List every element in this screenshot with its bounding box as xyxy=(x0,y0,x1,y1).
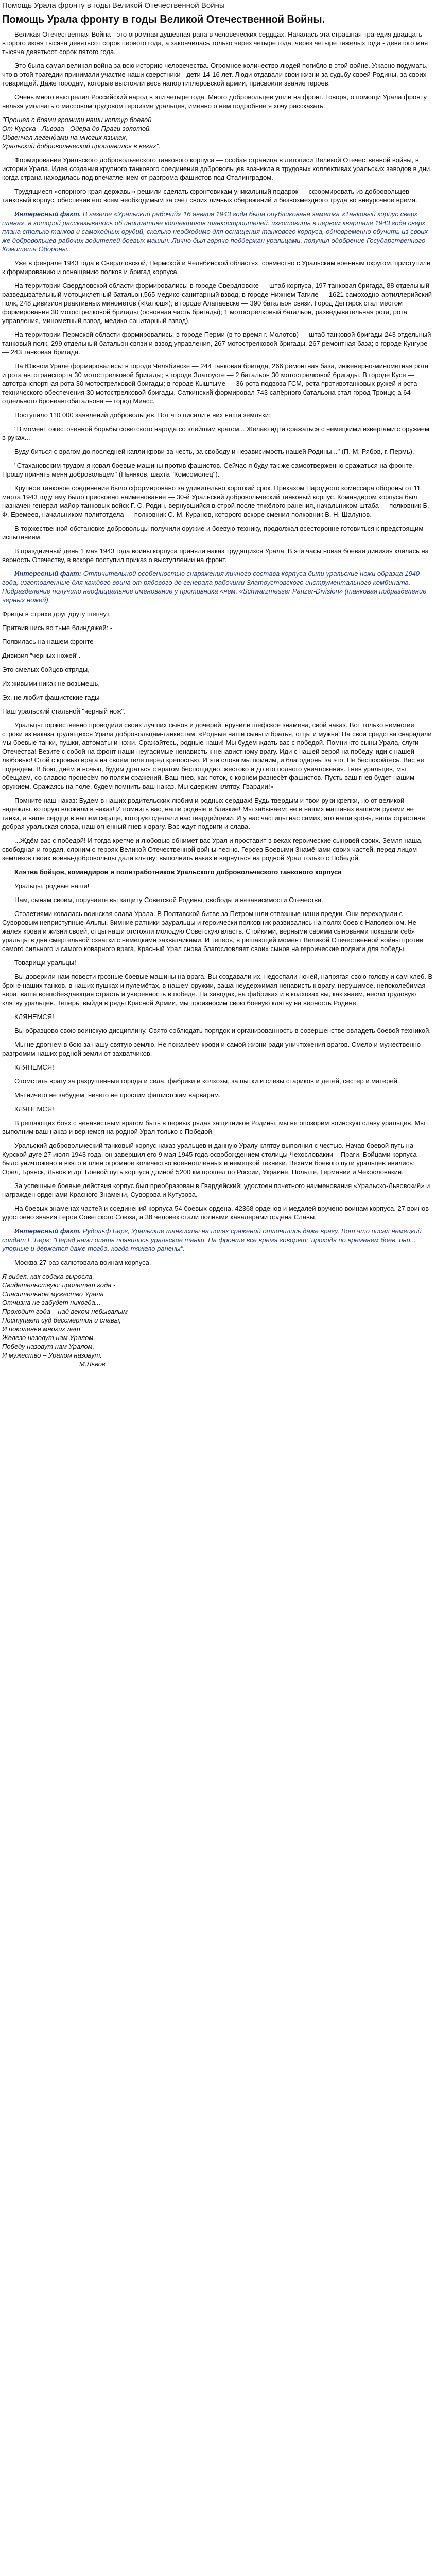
fact-label: Интересный факт. xyxy=(14,1227,81,1235)
oath-paragraph: Мы не дрогнем в бою за нашу святую землю. Не пожалеем крови и самой жизни ради уничтожения врагов. Смело и мужественно разгромим наших родной земли от захватчиков. xyxy=(2,1041,421,1057)
poem-line: Это смелых бойцов отряды, xyxy=(2,666,90,673)
intro-paragraph-1: Великая Отечественная Война - это огромная душевная рана в человеческих сердцах. Началась эта страшная трагедия двадцать второго июня тысяча девятьсот сорок первого года, а закончилась только через четыре года, через четыре тяжелых года - девятого мая тысяча девятьсот сорок пятого года. xyxy=(2,30,428,56)
oath-heading: Клятва бойцов, командиров и политработников Уральского добровольческого танкового корпуса xyxy=(14,868,342,876)
intro-paragraph-3: Очень много выстрелил Российский народ в эти четыре года. Много добровольцев ушли на фронт. Говоря, о помощи Урала фронту нельзя умолчать о массовом трудовом героизме уральцев, именно о нем подробнее я хочу рассказать. xyxy=(2,93,427,110)
poem-line: Наш уральский стальной "черный нож". xyxy=(2,707,126,715)
poem-line: И поколенья многих лет xyxy=(2,1325,80,1333)
perm-paragraph: На территории Пермской области формировались: в городе Перми (в то время г. Молотов) — штаб танковой бригады 243 отдельный танковый полк, 299 отдельный батальон связи и взвод управления, 267 мотострелковой бригады, 267 ремонтная база; в городе Кунгуре — 243 танковая бригада. xyxy=(2,331,431,356)
poem-line: Я видел, как собака выросла, xyxy=(2,1273,94,1280)
article-title: Помощь Урала фронту в годы Великой Отечественной Войны. xyxy=(2,14,325,25)
poem-line: Железо назовут нам Уралом, xyxy=(2,1334,95,1342)
volunteers-paragraph: Поступило 110 000 заявлений добровольцев. Вот что писали в них наши земляки: xyxy=(14,411,271,419)
poem-line: Свидетельствую: пролетят года - xyxy=(2,1281,116,1289)
poem-line: Отчизна не забудет никогда... xyxy=(2,1299,101,1307)
intro-paragraph-2: Это была самая великая война за всю историю человечества. Огромное количество людей погибло в этой войне. Ужасно подумать, что в этой трагедии принимали участие наши сверстники - дети 14-16 лет. Люди отдавали свои жизни за судьбу своей Родины, за своих товарищей. Даже городам, которые выстояли весь напор гитлеровской армии, присвоили звание героев. xyxy=(2,62,428,87)
fact-text: Рудольф Берг, Уральские танкисты на полях сражений отличились даже врагу. Вот что писал немецкий солдат Г. Берг: "Перед нами опять появились уральские танки. На фронте все время говорят: 'проходя по временем боёв, они... упорные и держатся даже тогда, когда тяжело ранены". xyxy=(2,1227,422,1252)
oath-paragraph: Столетиями ковалась воинская слава Урала. В Полтавской битве за Петром шли отважные наши предки. Они переходили с Суворовым неприступные Альпы. Зимние ратники-зауральцы и героически полковник развивались на полях боев с Наполеоном. Не жалея крови и жизни своей, отцы наши отстояли молодую Советскую власть. Стойкими, верными своими сыновьями показали себя уральцы в дни смертельной схватки с немецкими захватчиками. И теперь, в решающий момент Великой Отечественной войны против самого сильного и самого коварного врага, Красный Урал снова благословляет своих сынов на героические подвиги для победы. xyxy=(2,910,424,953)
awards-paragraph: За успешные боевые действия корпус был преобразован в Гвардейский; удостоен почетного наименования «Уральско-Львовский» и награжден орденами Красного Знамени, Суворова и Кутузова. xyxy=(2,1182,430,1198)
volunteer-letter-2: Буду биться с врагом до последней капли крови за честь, за свободу и независимость нашей Родины..." (П. М. Рябов, г. Пермь). xyxy=(14,448,414,455)
corps-creation-paragraph: Крупное танковое соединение было сформировано за удивительно короткий срок. Приказом Народного комиссара обороны от 11 марта 1943 году ему было присвоено наименование — 30-й Уральский добровольческий танковый корпус. Командиром корпуса был назначен генерал-майор танковых войск Г. С. Родин, вернувшийся в строй после тяжёлого ранения, начальником штаба — полковник Б. Ф. Еремеев, начальником политотдела — полковник С. М. Куранов, которого вскоре сменил полковник В. Н. Шалунов. xyxy=(2,484,429,518)
oath-swear: КЛЯНЕМСЯ! xyxy=(14,1063,54,1071)
poem-line: Спасительное мужество Урала xyxy=(2,1290,104,1298)
interesting-fact-3 xyxy=(2,1227,434,1253)
formation-paragraph-1: Формирование Уральского добровольческого танкового корпуса — особая страница в летописи Великой Отечественной войны, в истории Урала. Идея создания крупного танкового соединения добровольцев возникла в трудовых коллективах уральских заводов в дни, когда страна находилась под впечатлением от разгрома фашистов под Сталинградом. xyxy=(2,156,432,181)
oath-paragraph: Вы доверили нам повести грозные боевые машины на врага. Вы создавали их, недоспали ночей, напрягая свою голову и сам хлеб. В броне наших танков, в наших пушках и пулемётах, в нашем оружии, ваша неудержимая ненависть к врагу, нерушимое, непоколебимая вера, ваша всепобеждающая страсть и уверенность в победе. На заводах, на фабриках и в колхозах вы, как знаем, несли трудовую клятву уральцев. Теперь, выйдя в ряды Красной Армии, мы произносим свою боевую клятву на верность Родине. xyxy=(2,973,433,1007)
closing-poem xyxy=(2,1272,434,1368)
sverdlovsk-paragraph: На территории Свердловской области формировались: в городе Свердловске — штаб корпуса, 197 танковая бригада, 88 отдельный разведывательный мотоциклетный батальон,565 медико-санитарный взвод, в городе Нижнем Тагиле — 1621 самоходно-артиллерийский полк, 248 дивизион реактивных минометов («Катюш»); в городе Алапаевске — 390 батальон связи. Город Дегтярск стал местом формирования 30 мотострелковой бригады (основная часть бригады); 1 мотострелковый батальон, разведывательная рота, рота управления, минометный взвод, медико-санитарный взвод). xyxy=(2,282,432,325)
fact-text: В газете «Уральский рабочий» 16 января 1943 года была опубликована заметка «Танковый корпус сверх плана», в которой рассказывалось об инициативе коллективов танкостроителей: изготовить в первом квартале 1943 года сверх плана столько танков и самоходных орудий, сколько необходимо для оснащения танкового корпуса, одновременно обучить из своих же добровольцев-рабочих водителей боевых машин. Лично был горячо поддержан уральцами, получил одобрение Государственного Комитета Обороны. xyxy=(2,210,428,253)
may-day-paragraph: В праздничный день 1 мая 1943 года воины корпуса приняли наказ трудящихся Урала. В эти часы новая боевая дивизия клялась на верность Отечеству, в вскоре поступил приказ о выступлении на фронт. xyxy=(2,547,429,564)
poem-line: Фрицы в страхе друг другу шепчут, xyxy=(2,610,111,618)
volunteer-letter-1: "В момент ожесточенной борьбы советского народа со злейшим врагом... Желаю идти сражаться с немецкими извергами с оружием в руках... xyxy=(2,425,429,442)
fact-label: Интересный факт. xyxy=(14,210,81,218)
mandate-paragraph-3: ...Ждём вас с победой! И тогда крепче и любовью обнимет вас Урал и проставит в веках героические сыновей своих. Земля наша, свободная и гордая, слоним о героях Великой Отечественной войны песню. Героев Бoевыми Знамёнами своих частей, перед лицом земляков своих воины-добровольцы дали клятву: выполнить наказ и вернуться на родной Урал только с Победой. xyxy=(2,837,423,862)
weapons-paragraph: В торжественной обстановке добровольцы получили оружие и боевую технику, продолжал всесторонне готовиться к предстоящим испытаниям. xyxy=(2,524,424,541)
page-header-bar: Помощь Урала фронту в годы Великой Отечественной Войны xyxy=(2,0,434,11)
oath-paragraph: Отомстить врагу за разрушенные города и села, фабрики и колхозы, за пытки и слезы стариков и детей, сестер и матерей. xyxy=(14,1077,399,1085)
formation-paragraph-2: Трудящиеся «опорного края державы» решили сделать фронтовикам уникальный подарок — сформировать из добровольцев танковый корпус, обеспечив его всем необходимым за счёт своих личных сбережений и безвозмездного труда во внеурочное время. xyxy=(2,188,417,204)
south-urals-paragraph: На Южном Урале формировались: в городе Челябинске — 244 танковая бригада, 266 ремонтная база, инженерно-минометная рота и рота автотранспорта 30 мотострелковой бригады; в городе Златоусте — 2 батальон 30 мотострелковой бригады. В городе Кусе — автотранспортная рота 30 мотострелковой бригады; в городе Кыштыме — 36 рота подвоза ГСМ, рота противотанковых ружей и рота технического обеспечения 30 мотострелковой бригады. Саткинский формировал 743 сапёрного батальона стал город Троицк; а 64 отдельного бронеавтобатальона — город Миасс. xyxy=(2,362,429,405)
mandate-paragraph-2: Помните наш наказ: Будем в наших родительских любим и родных сердцах! Будь твердым и твои руки крепки, но от великой надежды, которую вложили в наказ! И помнить вас, наши родные и близкие! Мы забываем: не в наших машинах вашими руками не танки, а ваше сердце в нашем сердце, которую сделали нас гвардейцами. И у нас частицы нас самих, это наша кровь, наша страстная добрая уральская слава, наш огненный гнев к врагу. Вас ждут подвиги и слава. xyxy=(2,796,425,831)
formation-paragraph-3: Уже в феврале 1943 года в Свердловской, Пермской и Челябинской областях, совместно с Уральским военным округом, приступили к формированию и оснащению полков и бригад корпуса. xyxy=(2,259,431,276)
fact-label: Интересный факт: xyxy=(14,570,82,578)
orders-paragraph: На боевых знаменах частей и соединений корпуса 54 боевых ордена. 42368 орденов и медалей вручено воинам корпуса. 27 воинов удостоено звания Героя Советского Союза, а 38 человек стали полными кавалерами ордена Славы. xyxy=(2,1205,429,1221)
poem-line: Появилась на нашем фронте xyxy=(2,638,94,646)
poem-line: Дивизия "черных ножей". xyxy=(2,652,81,659)
oath-paragraph: Нам, сынам своим, поручаете вы защиту Советской Родины, свободы и независимости Отечества. xyxy=(14,896,323,904)
oath-swear: КЛЯНЕМСЯ! xyxy=(14,1105,54,1113)
poem-line: Их живыми никак не возьмешь, xyxy=(2,680,100,687)
quote-line: Уральский добровольческий прославился в веках". xyxy=(2,142,161,150)
interesting-fact-1 xyxy=(2,210,434,253)
poem-line: Проходит года – над веком небывалым xyxy=(2,1308,128,1315)
quote-line: От Курска - Львова - Одера до Праги золотой. xyxy=(2,125,151,132)
black-knives-poem xyxy=(2,609,434,716)
combat-path-paragraph: Уральский добровольческий танковый корпус наказ уральцев и данную Уралу клятву выполнил с честью. Начав боевой путь на Курской дуге 27 июля 1943 года, он завершил его 9 мая 1945 года освобождением столицы Чехословакии – Праги. Бойцами корпуса было уничтожено и взято в плен огромное количество военнопленных и немецкой техники. Вехами боевого пути уральцев явились: Орел, Брянск, Львов и др. Боевой путь корпуса длиной 5200 км прошел по России, Украине, Польше, Германии и Чехословакии. xyxy=(2,1142,417,1176)
oath-swear: КЛЯНЕМСЯ! xyxy=(14,1013,54,1021)
poem-line: Эх, не любит фашистские гады xyxy=(2,693,100,701)
mandate-paragraph-1: Уральцы торжественно проводили своих лучших сынов и дочерей, вручили шефское знамёна, свой наказ. Вот только немногие строки из наказа трудящихся Урала добровольцам-танкистам: «Родные наши сыны и братья, отцы и мужья! На свои средства снарядили мы боевые танки, пушки, автоматы и ножи. Сражайтесь, родные наши! Мы будем ждать вас с победой. Помни кто сыны Урала, слуги Отечества! Везите с собой на фронт наши неугасимые ненависть к ненавистному врагу. Иди с нашей верой на победу, иди с нашей любовью! Стой с кровью врага на своём теле перед крепостью. И эти слова мы помним, и благодарны за это. Не беспокойтесь. Вас не подведём. В бою, днём и ночью, будем драться с врагом беспощадно, жестоко и до его полного уничтожения. Гнев уральцев, мы обещаем, со славою пронесём по полям сражений. Ваш гнев, как поток, с корнем разнесёт фашистов. Пусть ваш гнев будет нашим оружием. Сражаясь на поле, будем помнить ваш наказ. Мы сдержим клятву. Гвардии!» xyxy=(2,721,432,790)
volunteer-letter-3: "Стахановским трудом я ковал боевые машины против фашистов. Сейчас я буду так же самоотверженно сражаться на фронте. Прошу принять меня добровольцем" (Пьянков, шахта "Комсомолец"). xyxy=(2,462,414,478)
moscow-salute-paragraph: Москва 27 раз салютовала воинам корпуса. xyxy=(14,1259,151,1266)
poem-line: Победу назовут нам Уралом, xyxy=(2,1343,95,1350)
oath-paragraph: Вы образцово свою воинскую дисциплину. Свято соблюдать порядок и организованность в совершенстве овладеть боевой техникой. xyxy=(14,1027,431,1035)
poem-line: Притаившись во тьме блиндажей: - xyxy=(2,624,113,632)
quote-line: Обвенчал легендами на многих языках, xyxy=(2,133,128,141)
fact-text: Отличительной особенностью снаряжения личного состава корпуса были уральские ножи образца 1940 года, изготовленные для каждого воина от рядового до генерала рабочими Златоустовского инструментального комбината. Подразделение получило неофициальное именование у противника «нем. «Schwarzmesser Panzer-Division» (танковая подразделение черных ножей). xyxy=(2,570,427,604)
oath-paragraph: Мы ничего не забудем, ничего не простим фашистским варварам. xyxy=(14,1091,221,1099)
quote-line: "Прошел с боями громили наши коптур боевой xyxy=(2,116,152,124)
interesting-fact-2 xyxy=(2,569,434,604)
oath-paragraph: В решающих боях с ненавистным врагом быть в первых рядах защитников Родины, мы не опозорим воинскую славу уральцев. Мы выполним ваш наказ и вернемся на родной Урал только с Победой. xyxy=(2,1119,425,1136)
oath-paragraph: Товарищи уральцы! xyxy=(14,959,76,967)
poem-line: Поступает суд бессмертия и славы, xyxy=(2,1316,121,1324)
oath-paragraph: Уральцы, родные наши! xyxy=(14,882,90,890)
poem-line: И мужество – Уралом назовут. xyxy=(2,1351,102,1359)
poem-signature: М.Львов xyxy=(79,1360,106,1368)
epigraph-quote xyxy=(2,115,434,150)
